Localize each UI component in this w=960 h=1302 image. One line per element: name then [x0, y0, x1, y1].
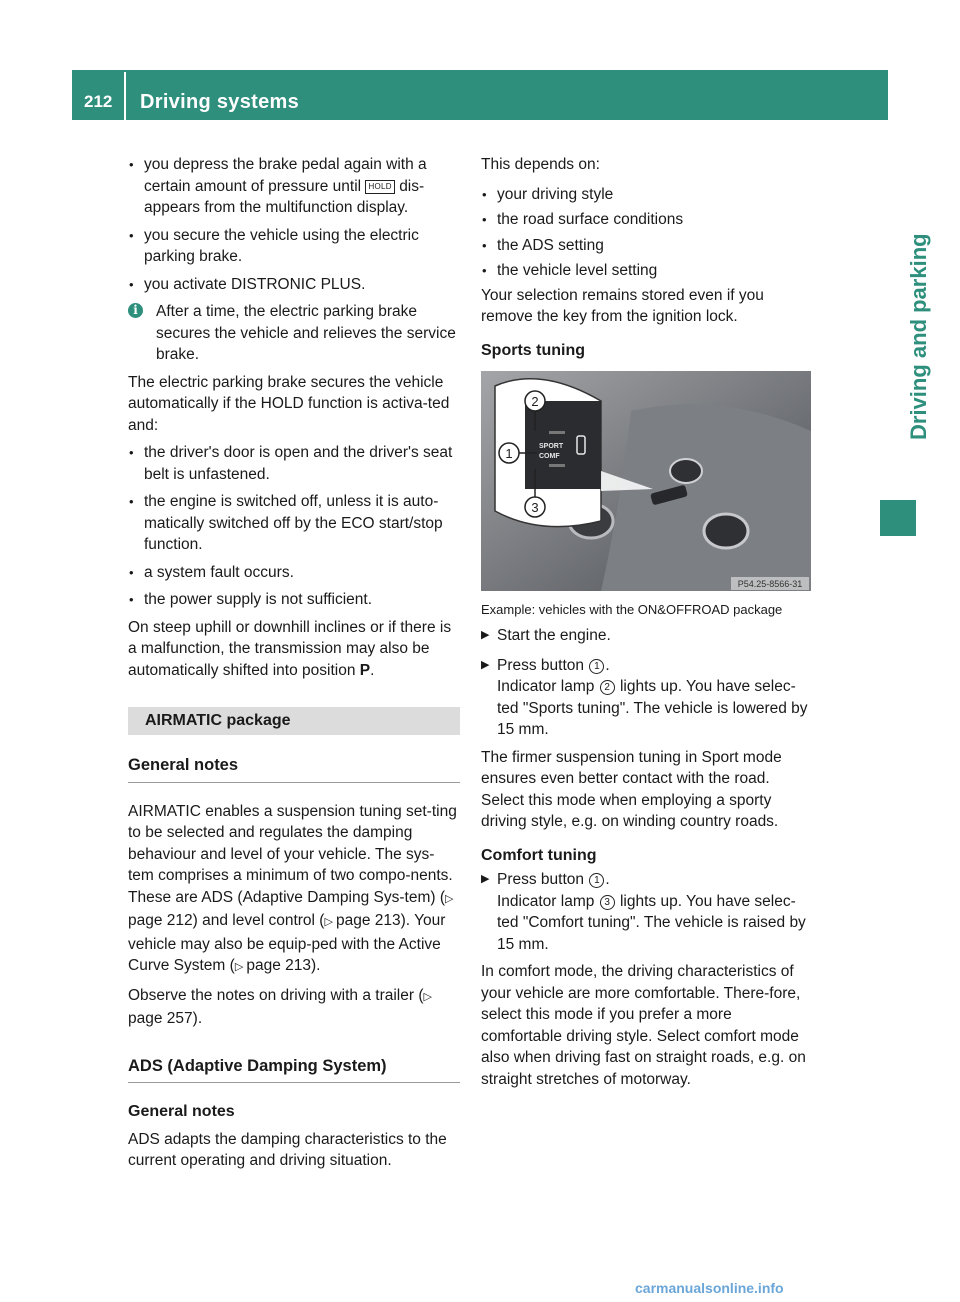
list-item: • the road surface conditions: [481, 209, 815, 231]
callout-ref-1: 1: [589, 873, 604, 888]
step-item: ▶ Press button 1 .: [481, 869, 815, 891]
step-detail: Indicator lamp 3 lights up. You have selec-ted "Comfort tuning". The vehicle is raised by 15 mm.: [497, 892, 806, 953]
heading-general-notes: General notes: [128, 755, 460, 783]
list-item: • you depress the brake pedal again with a certain amount of pressure until HOLD dis- appears from the multifunction display.: [128, 154, 460, 219]
info-icon: i: [128, 303, 143, 318]
callout-1: 1: [505, 446, 513, 461]
page-ref-arrow-icon: ▷: [423, 990, 432, 1003]
callout-3: 3: [531, 500, 539, 515]
section-title: Driving systems: [140, 91, 300, 113]
left-column: [128, 154, 460, 1172]
right-column: [481, 154, 815, 1090]
sport-label: SPORT: [539, 443, 564, 450]
list-item: • you secure the vehicle using the electric parking brake.: [128, 225, 460, 268]
list-item: • your driving style: [481, 184, 815, 206]
paragraph: The firmer suspension tuning in Sport mode ensures even better contact with the road. Select this mode when employing a sporty driving style, e.g. on winding country roads.: [481, 748, 782, 830]
callout-ref-1: 1: [589, 659, 604, 674]
list-item: • a system fault occurs.: [128, 562, 460, 584]
page-number: 212: [84, 92, 113, 111]
heading-comfort-tuning: Comfort tuning: [481, 846, 597, 864]
watermark: carmanualsonline.info: [635, 1280, 784, 1296]
paragraph: ADS adapts the damping characteristics to the current operating and driving situation.: [128, 1130, 447, 1169]
list-item: • the driver's door is open and the driver's seat belt is unfastened.: [128, 442, 460, 485]
heading-general-notes-2: General notes: [128, 1103, 235, 1120]
list-item: • the vehicle level setting: [481, 260, 815, 282]
list-item: • the power supply is not sufficient.: [128, 589, 460, 611]
comf-label: COMF: [539, 453, 560, 460]
sports-tuning-photo: [481, 371, 811, 591]
page-ref-arrow-icon: ▷: [234, 961, 247, 973]
step-detail: Indicator lamp 2 lights up. You have selec-ted "Sports tuning". The vehicle is lowered by 15 mm.: [497, 678, 808, 738]
heading-ads: ADS (Adaptive Damping System): [128, 1056, 460, 1084]
step-item: ▶ Press button 1 .: [481, 655, 815, 677]
page-ref-arrow-icon: ▷: [445, 892, 454, 905]
paragraph: In comfort mode, the driving characteristics of your vehicle are more comfortable. There-fore, select this mode if you prefer a more comfortable driving style. Select comfort mode also when driving fast on straight roads, e.g. on straight stretches of motorway.: [481, 963, 806, 1088]
paragraph: AIRMATIC enables a suspension tuning set-ting to be selected and regulates the damping behaviour and level of your vehicle. The sys-tem comprises a minimum of two compo-nents. These are ADS (Adaptive Damping Sys-tem) (▷ page 212) and level control (▷ page 213). Your vehicle may also be equip-ped with the Active Curve System (▷ page 213).: [128, 802, 457, 974]
section-band: AIRMATIC package: [128, 707, 460, 735]
list-item: • you activate DISTRONIC PLUS.: [128, 274, 460, 296]
callout-ref-2: 2: [600, 680, 615, 695]
paragraph: Observe the notes on driving with a trailer (▷ page 257).: [128, 986, 432, 1027]
page-ref-arrow-icon: ▷: [324, 916, 336, 928]
list-item: • the ADS setting: [481, 235, 815, 257]
header-divider: [124, 72, 126, 120]
callout-ref-3: 3: [600, 895, 615, 910]
photo-code: P54.25-8566-31: [737, 579, 803, 589]
hold-icon: HOLD: [365, 180, 394, 194]
side-tab-label: Driving and parking: [906, 233, 931, 440]
step-item: ▶ Start the engine.: [481, 625, 815, 647]
paragraph: On steep uphill or downhill inclines or if there is a malfunction, the transmission may also be automatically shifted into position P.: [128, 618, 452, 679]
paragraph: Your selection remains stored even if you remove the key from the ignition lock.: [481, 286, 764, 325]
heading-sports-tuning: Sports tuning: [481, 341, 585, 359]
paragraph: The electric parking brake secures the vehicle automatically if the HOLD function is activa-ted and:: [128, 373, 450, 434]
paragraph: This depends on:: [481, 156, 600, 173]
photo-caption: Example: vehicles with the ON&OFFROAD package: [481, 602, 783, 617]
side-tab-marker: [880, 500, 916, 536]
center-console-illustration: [481, 371, 811, 591]
list-item: • the engine is switched off, unless it is auto-matically switched off by the ECO start/stop function.: [128, 491, 460, 556]
callout-2: 2: [531, 394, 539, 409]
info-note: i After a time, the electric parking brake secures the vehicle and relieves the service brake.: [128, 301, 460, 366]
